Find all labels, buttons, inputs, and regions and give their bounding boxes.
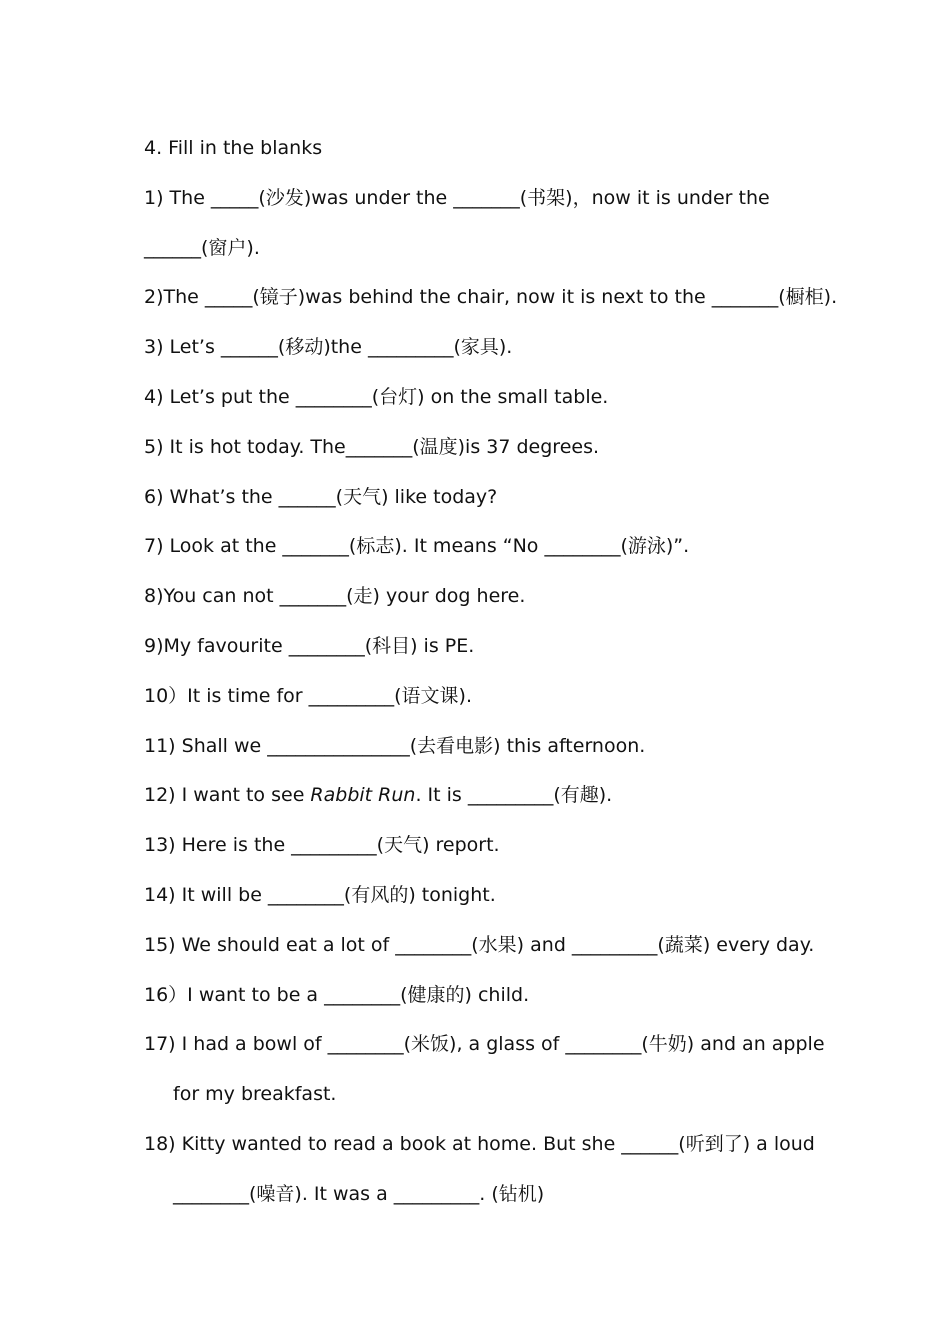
- question-13: 13) Here is the _________(天气) report.: [144, 834, 500, 857]
- worksheet-page: [144, 124, 904, 1220]
- question-18-line-2: ________(噪音). It was a _________. (钻机): [173, 1182, 545, 1205]
- question-1-line-2: ______(窗户).: [144, 236, 260, 259]
- question-4: 4) Let’s put the ________(台灯) on the small table.: [144, 385, 609, 408]
- question-1-line-1: 1) The _____(沙发)was under the _______(书架)，now it is under the: [144, 186, 770, 209]
- movie-title: Rabbit Run: [310, 784, 416, 807]
- question-12-suffix: . It is _________(有趣).: [415, 784, 613, 807]
- question-14: 14) It will be ________(有风的) tonight.: [144, 883, 496, 906]
- question-2: 2)The _____(镜子)was behind the chair, now it is next to the _______(橱柜).: [144, 286, 838, 309]
- question-17-line-2: for my breakfast.: [173, 1083, 337, 1106]
- question-6: 6) What’s the ______(天气) like today?: [144, 485, 498, 508]
- question-3: 3) Let’s ______(移动)the _________(家具).: [144, 336, 513, 359]
- question-8: 8)You can not _______(走) your dog here.: [144, 585, 526, 608]
- question-18-line-1: 18) Kitty wanted to read a book at home. But she ______(听到了) a loud: [144, 1132, 815, 1155]
- question-10: 10）It is time for _________(语文课).: [144, 684, 472, 707]
- question-11: 11) Shall we _______________(去看电影) this afternoon.: [144, 734, 646, 757]
- question-16: 16）I want to be a ________(健康的) child.: [144, 983, 530, 1006]
- question-7: 7) Look at the _______(标志). It means “No ________(游泳)”.: [144, 535, 690, 558]
- question-9: 9)My favourite ________(科目) is PE.: [144, 634, 475, 657]
- question-12: [144, 771, 904, 821]
- question-12-prefix: 12) I want to see: [144, 784, 311, 807]
- question-17-line-1: 17) I had a bowl of ________(米饭), a glass of ________(牛奶) and an apple: [144, 1033, 825, 1056]
- section-heading: 4. Fill in the blanks: [144, 137, 323, 159]
- question-15: 15) We should eat a lot of ________(水果) and _________(蔬菜) every day.: [144, 933, 815, 956]
- question-5: 5) It is hot today. The_______(温度)is 37 degrees.: [144, 435, 600, 458]
